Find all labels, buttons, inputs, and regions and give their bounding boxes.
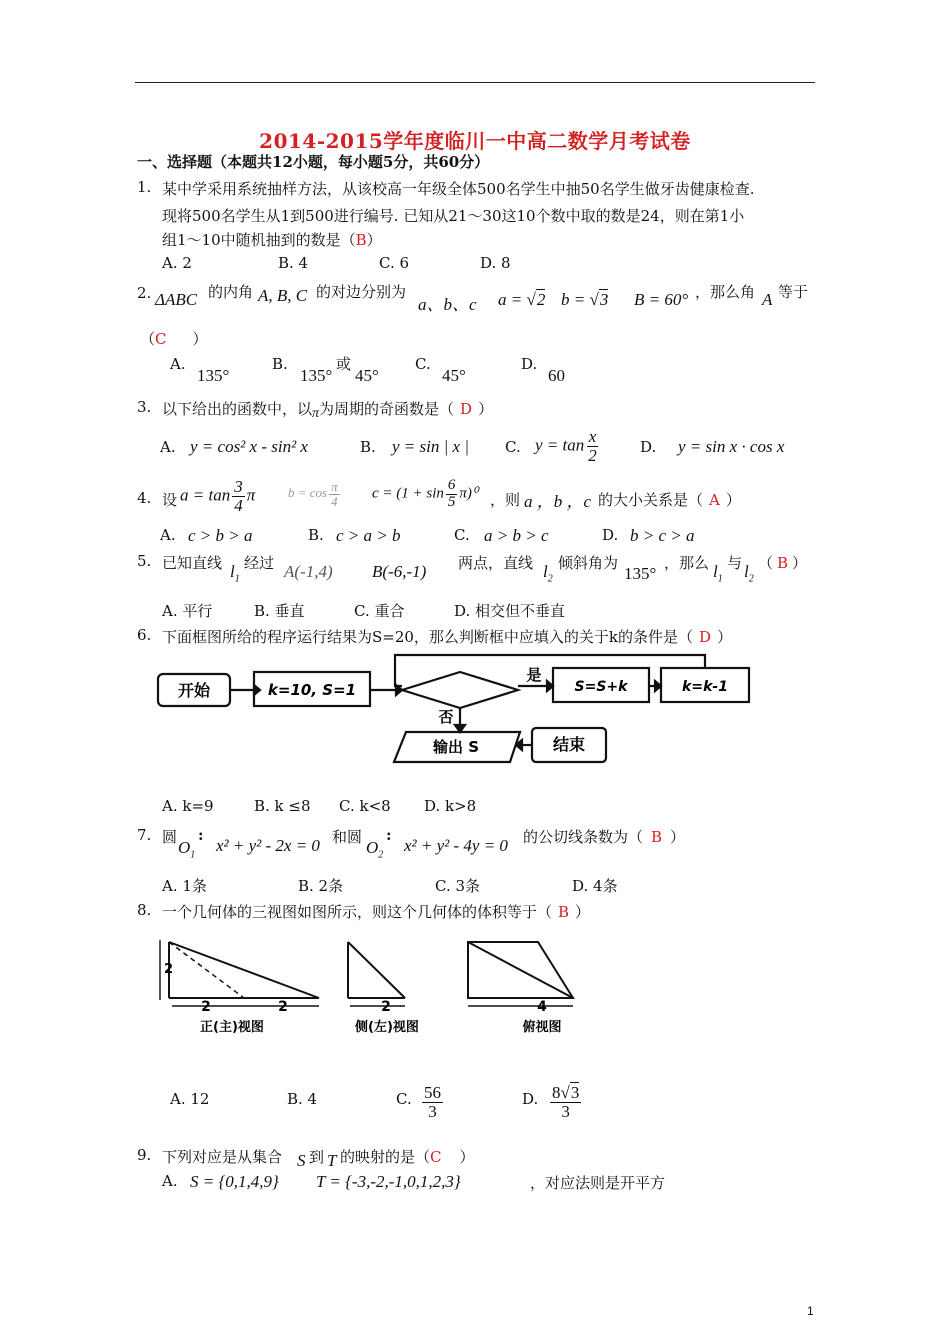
- option-b-value: 135°: [300, 366, 333, 385]
- question-text: [523, 826, 685, 847]
- question-number: 4.: [137, 489, 152, 507]
- update-s-label: S=S+k: [574, 679, 628, 695]
- math-point-b: B(-6,-1): [372, 562, 427, 581]
- question-text: 为周期的奇函数是（: [319, 400, 455, 418]
- math-triangle: ΔABC: [155, 290, 198, 309]
- math-o: O: [366, 838, 379, 857]
- math-B-angle: B = 60°: [634, 290, 689, 309]
- math-sides: a、b、c: [418, 295, 477, 314]
- math-l1: $l_1$: [713, 562, 723, 585]
- math-l1: $l_1$: [230, 562, 240, 585]
- denominator: 4: [331, 493, 338, 509]
- option-b: B. 2条: [298, 877, 344, 895]
- option-c-label: C.: [454, 526, 470, 544]
- math-point-a: A(-1,4): [284, 562, 333, 581]
- denominator: 2: [588, 445, 597, 465]
- fraction: [586, 428, 599, 465]
- math-A: A: [762, 290, 773, 309]
- math-l: l: [230, 562, 235, 581]
- front-hidden-edge: [169, 942, 244, 998]
- output-label: 输出 S: [432, 738, 480, 756]
- bracket-close: ）: [478, 400, 494, 418]
- math-l2: $l_2$: [543, 562, 553, 585]
- math-o: O: [178, 838, 191, 857]
- top-view-caption: 俯视图: [522, 1020, 562, 1035]
- question-text: 圆: [162, 828, 178, 846]
- option-a-value: y = cos² x - sin² x: [190, 437, 308, 456]
- option-a-value: 135°: [197, 366, 230, 385]
- option-a-value: c > b > a: [188, 526, 253, 545]
- end-label: 结束: [552, 735, 586, 754]
- math-c-def: [372, 478, 478, 511]
- option-c: C. 6: [379, 254, 410, 272]
- bracket-close: ）: [192, 330, 208, 348]
- math-l: l: [543, 562, 548, 581]
- bracket-close: ）: [670, 828, 686, 846]
- question-text: 经过: [244, 554, 275, 572]
- option-b-value: c > a > b: [336, 526, 401, 545]
- option-c: C. 3条: [435, 877, 481, 895]
- bracket-close: ）: [459, 1148, 475, 1166]
- denominator: 3: [561, 1101, 570, 1121]
- numerator: 6: [447, 477, 456, 493]
- question-text: 下面框图所给的程序运行结果为S=20，那么判断框中应填入的关于k的条件是（: [162, 628, 694, 646]
- option-c: C. k<8: [339, 797, 391, 815]
- math-angles: A, B, C: [258, 286, 308, 305]
- question-number: 7.: [137, 826, 152, 844]
- front-height-label: 2: [164, 962, 174, 977]
- option-d-value: 60: [548, 366, 565, 385]
- math-tan: y = tan: [535, 435, 585, 455]
- question-text: 的内角: [208, 283, 254, 301]
- answer-mark: B: [558, 903, 570, 921]
- option-b: B. 垂直: [254, 602, 305, 620]
- bracket-open: （: [758, 554, 774, 572]
- answer-mark: D: [699, 628, 712, 646]
- question-text: 某中学采用系统抽样方法，从该校高一年级全体500名学生中抽50名学生做牙齿健康检查.: [162, 180, 755, 198]
- answer-mark: D: [460, 400, 473, 418]
- option-a: A. k=9: [162, 797, 214, 815]
- question-text: 一个几何体的三视图如图所示，则这个几何体的体积等于（: [162, 903, 553, 921]
- question-number: 5.: [137, 552, 152, 570]
- math-a-def: [180, 478, 255, 515]
- denominator: 4: [234, 495, 243, 515]
- option-d-value: [548, 1084, 583, 1121]
- question-text: 下列对应是从集合: [162, 1148, 283, 1166]
- math-set-s: S: [297, 1151, 306, 1170]
- side-width-label: 2: [381, 999, 391, 1015]
- option-b: B. 4: [287, 1090, 318, 1108]
- option-a-label: A.: [162, 1172, 178, 1190]
- bracket-close: ）: [717, 628, 733, 646]
- option-d-value: y = sin x · cos x: [678, 437, 785, 456]
- math-pi: π: [246, 485, 256, 505]
- init-label: k=10, S=1: [267, 681, 357, 699]
- option-a: A. 平行: [162, 602, 213, 620]
- radicand: 3: [599, 290, 609, 309]
- question-number: 1.: [137, 178, 152, 196]
- question-text: 已知直线: [162, 554, 223, 572]
- option-a-rule: ，对应法则是开平方: [530, 1174, 666, 1192]
- question-number: 2.: [137, 284, 152, 302]
- option-b: B. k ≤8: [254, 797, 311, 815]
- numerator: 56: [424, 1083, 441, 1102]
- option-d: D. k>8: [424, 797, 477, 815]
- fraction: [232, 478, 245, 515]
- colon: :: [198, 826, 204, 844]
- option-b: B. 4: [278, 254, 309, 272]
- option-a-set-t: T = {-3,-2,-1,0,1,2,3}: [316, 1172, 461, 1191]
- question-text: 和圆: [332, 828, 363, 846]
- option-b-label: B.: [308, 526, 324, 544]
- math-eq2: x² + y² - 4y = 0: [404, 836, 508, 855]
- option-b-value: 45°: [355, 366, 379, 385]
- numerator: 3: [234, 477, 243, 496]
- option-c-label: C.: [396, 1090, 412, 1108]
- front-width1-label: 2: [201, 999, 211, 1015]
- question-text: 两点，直线: [458, 554, 534, 572]
- question-text: 的大小关系是（: [598, 491, 704, 509]
- option-d: D. 4条: [572, 877, 618, 895]
- bracket-open: （: [140, 330, 156, 348]
- three-views-figure: [150, 930, 630, 1040]
- math-l: l: [744, 562, 749, 581]
- math-b-def: [288, 480, 342, 508]
- option-c-value: 45°: [442, 366, 466, 385]
- option-d-label: D.: [521, 355, 538, 373]
- option-a-label: A.: [170, 355, 186, 373]
- math-b-value: b = √3: [561, 290, 609, 309]
- question-text: [162, 229, 382, 250]
- option-a-label: A.: [160, 526, 176, 544]
- numerator: 8√3: [552, 1083, 580, 1102]
- question-text: [598, 489, 741, 510]
- question-text: ，那么: [664, 554, 710, 572]
- bracket-close: ）: [792, 554, 808, 572]
- option-d-label: D.: [640, 438, 657, 456]
- answer-mark: C: [155, 330, 167, 348]
- front-width2-label: 2: [278, 999, 288, 1015]
- question-text: ，则: [490, 491, 521, 509]
- question-text: ，那么角: [695, 283, 756, 301]
- answer-bracket: [758, 552, 807, 573]
- question-text: [340, 1146, 475, 1167]
- math-pi: π: [312, 406, 320, 421]
- option-a: A. 12: [170, 1090, 210, 1108]
- option-d: D. 8: [480, 254, 511, 272]
- math-o1: $O_1$: [178, 838, 196, 861]
- math-l2: $l_2$: [744, 562, 754, 585]
- option-a-label: A.: [160, 438, 176, 456]
- side-view-caption: 侧(左)视图: [355, 1020, 419, 1035]
- question-text: 等于: [778, 283, 809, 301]
- denominator: 5: [447, 493, 456, 510]
- start-label: 开始: [177, 681, 211, 700]
- option-d-label: D.: [522, 1090, 539, 1108]
- question-text: 设: [162, 491, 178, 509]
- question-text: 以下给出的函数中，以: [162, 400, 313, 418]
- question-text: [162, 398, 493, 422]
- fraction: [422, 1084, 443, 1121]
- question-number: 3.: [137, 398, 152, 416]
- answer-bracket: [140, 328, 208, 349]
- math-set-t: T: [327, 1151, 337, 1170]
- numerator: π: [331, 479, 338, 494]
- front-hypotenuse: [169, 942, 319, 998]
- section-heading: 一、选择题（本题共12小题，每小题5分，共60分）: [137, 153, 490, 171]
- question-number: 6.: [137, 626, 152, 644]
- option-b-label: B.: [360, 438, 376, 456]
- math-b: b =: [561, 290, 590, 309]
- numerator: x: [588, 427, 597, 446]
- question-text: 现将500名学生从1到500进行编号. 已知从21～30这10个数中取的数是24，则在第1小: [162, 207, 745, 225]
- math-vars: a ，b ，c: [524, 492, 592, 511]
- flowchart: [150, 648, 760, 778]
- decision-diamond: [402, 672, 518, 708]
- option-a: A. 1条: [162, 877, 207, 895]
- colon: :: [386, 826, 392, 844]
- math-o2: $O_2$: [366, 838, 384, 861]
- question-text: 的公切线条数为（: [523, 828, 644, 846]
- answer-mark: C: [430, 1148, 442, 1166]
- option-b-value: y = sin | x |: [392, 437, 469, 456]
- answer-mark: B: [651, 828, 663, 846]
- denominator: 3: [428, 1101, 437, 1121]
- question-number: 8.: [137, 901, 152, 919]
- option-d: D. 相交但不垂直: [454, 602, 566, 620]
- radicand: 3: [570, 1083, 580, 1102]
- fraction: [550, 1084, 581, 1121]
- math-l: l: [713, 562, 718, 581]
- math-pi: π)⁰: [459, 485, 478, 502]
- question-text: 的对边分别为: [316, 283, 407, 301]
- option-c-label: C.: [505, 438, 521, 456]
- option-c-value: [535, 428, 601, 465]
- option-c-label: C.: [415, 355, 431, 373]
- question-text: 到: [309, 1148, 325, 1166]
- coefficient: 8: [552, 1083, 561, 1102]
- option-c-value: a > b > c: [484, 526, 549, 545]
- header-rule: [135, 82, 815, 83]
- bracket-close: ）: [575, 903, 591, 921]
- question-text: 组1～10中随机抽到的数是（: [162, 231, 356, 249]
- option-c-value: [420, 1084, 445, 1121]
- option-d-value: b > c > a: [630, 526, 695, 545]
- option-a: A. 2: [162, 254, 192, 272]
- yes-label: 是: [526, 666, 542, 684]
- math-eq1: x² + y² - 2x = 0: [216, 836, 320, 855]
- question-text: [162, 626, 732, 647]
- option-b-label: B.: [272, 355, 288, 373]
- math-tan: a = tan: [180, 485, 231, 505]
- question-text: ）: [366, 231, 382, 249]
- page-number: 1: [807, 1304, 814, 1318]
- answer-mark: B: [355, 231, 367, 249]
- question-text: 倾斜角为: [558, 554, 619, 572]
- option-c: C. 重合: [354, 602, 405, 620]
- page-title: 2014-2015学年度临川一中高二数学月考试卷: [259, 129, 691, 153]
- math-sin: c = (1 + sin: [372, 485, 444, 502]
- math-a-value: a = √2: [498, 290, 546, 309]
- option-d-label: D.: [602, 526, 619, 544]
- math-angle: 135°: [624, 564, 657, 583]
- radicand: 2: [536, 290, 546, 309]
- update-k-label: k=k-1: [682, 679, 728, 695]
- question-text: 的映射的是（: [340, 1148, 431, 1166]
- question-text: [162, 901, 590, 922]
- question-text: 与: [727, 554, 743, 572]
- front-view-caption: 正(主)视图: [200, 1020, 264, 1035]
- fraction: [329, 480, 340, 508]
- answer-mark: A: [709, 491, 720, 509]
- math-cos: b = cos: [288, 485, 328, 501]
- option-b-or: 或: [336, 355, 352, 373]
- no-label: 否: [438, 708, 454, 726]
- answer-mark: B: [777, 554, 789, 572]
- fraction: [446, 478, 458, 511]
- option-a-set-s: S = {0,1,4,9}: [190, 1172, 279, 1191]
- bracket-close: ）: [725, 491, 741, 509]
- question-number: 9.: [137, 1146, 152, 1164]
- top-width-label: 4: [537, 999, 547, 1015]
- math-a: a =: [498, 290, 527, 309]
